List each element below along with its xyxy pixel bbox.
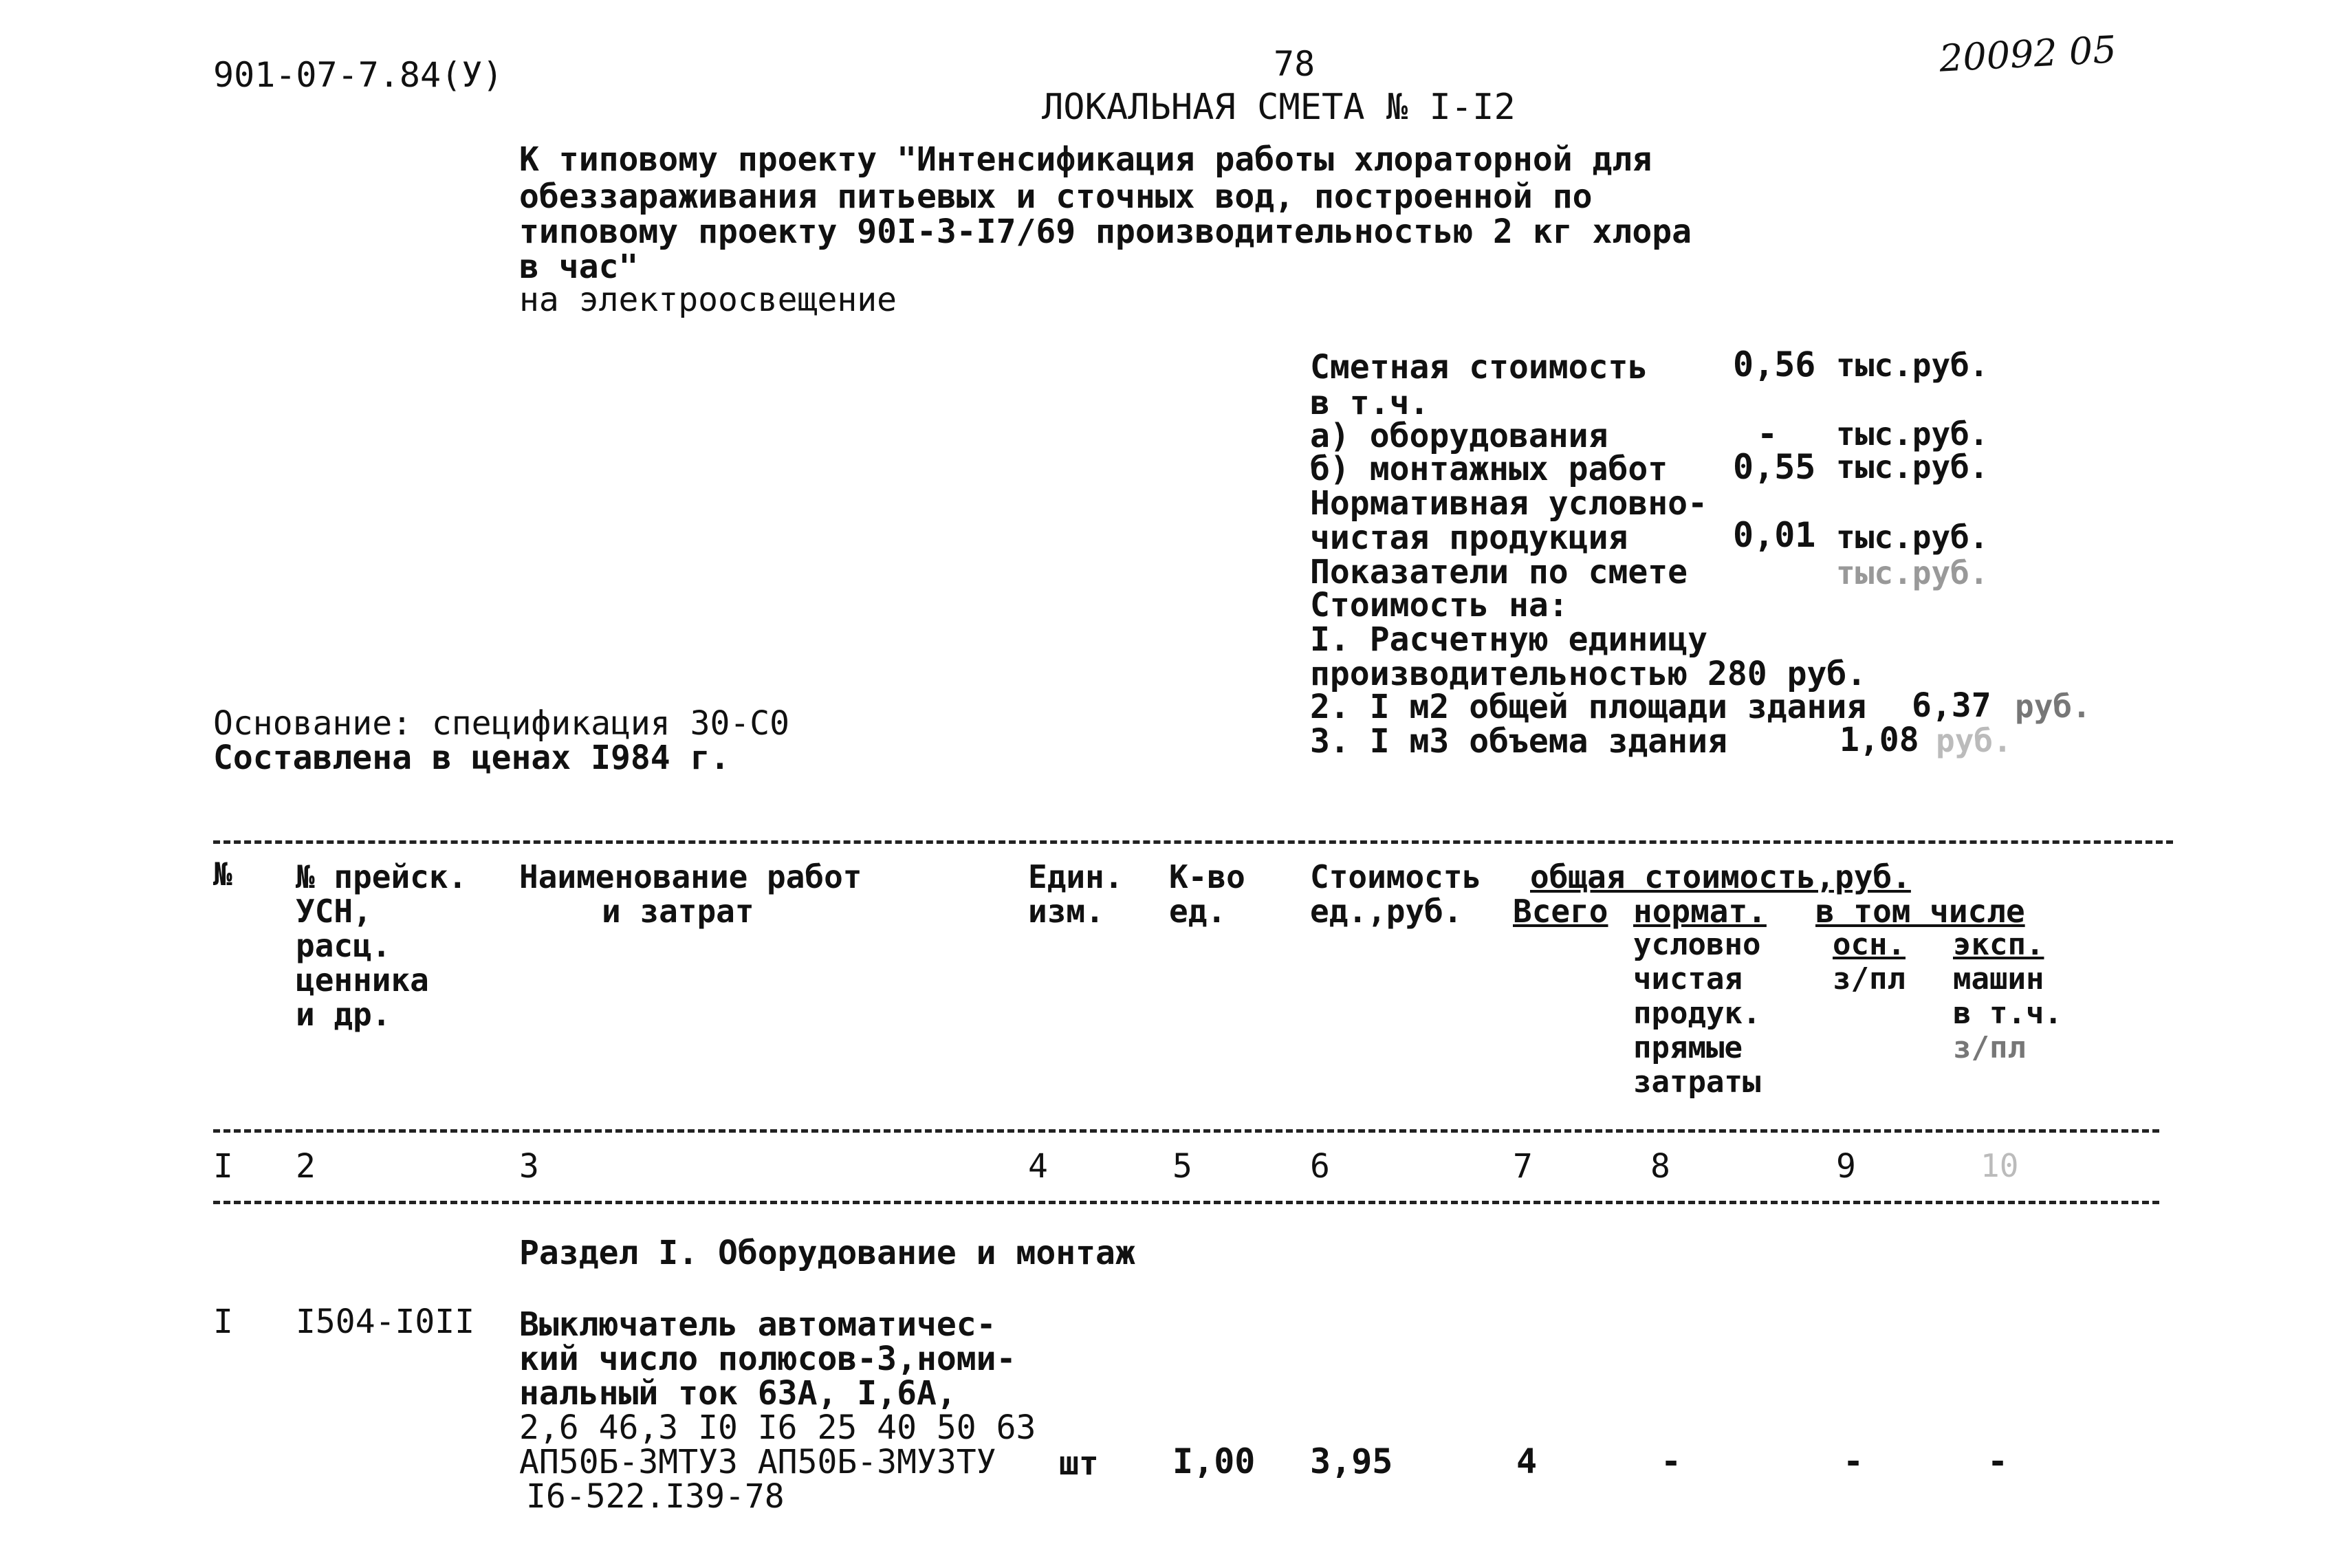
column-number-7: 7 bbox=[1513, 1147, 1533, 1186]
row-name-line-3: нальный ток 63А, I,6А, bbox=[519, 1374, 957, 1413]
header-incl-group: в том числе bbox=[1815, 893, 2025, 930]
row-total: 4 bbox=[1516, 1441, 1538, 1481]
area-cost-unit: руб. bbox=[2015, 688, 2091, 725]
header-col-8-line-4: продук. bbox=[1633, 996, 1761, 1031]
header-col-4-line-1: Един. bbox=[1028, 858, 1124, 895]
equipment-value: - bbox=[1757, 414, 1778, 454]
header-col-3-line-1: Наименование работ bbox=[519, 858, 862, 895]
section-title: Раздел I. Оборудование и монтаж bbox=[519, 1234, 1135, 1272]
row-name-line-2: кий число полюсов-3,номи- bbox=[519, 1340, 1016, 1378]
column-number-9: 9 bbox=[1836, 1147, 1856, 1186]
header-col-5-line-1: К-во bbox=[1169, 858, 1245, 895]
row-quantity: I,00 bbox=[1172, 1441, 1256, 1481]
column-number-2: 2 bbox=[296, 1147, 316, 1186]
normative-unit: тыс.руб. bbox=[1836, 519, 1989, 556]
estimate-cost-label: Сметная стоимость bbox=[1310, 348, 1648, 386]
row-unit: шт bbox=[1059, 1444, 1099, 1483]
project-subject: на электроосвещение bbox=[519, 281, 897, 319]
header-col-9-line-2: з/пл bbox=[1833, 961, 1906, 997]
header-col-5-line-2: ед. bbox=[1169, 893, 1227, 930]
document-code: 901-07-7.84(У) bbox=[213, 55, 503, 95]
project-line-1: К типовому проекту "Интенсификация работы хлораторной для bbox=[519, 140, 1652, 179]
row-name-line-5: АП50Б-3МТУ3 АП50Б-3МУ3ТУ bbox=[519, 1443, 996, 1481]
normative-label-2: чистая продукция bbox=[1310, 519, 1628, 557]
row-normative: - bbox=[1661, 1441, 1682, 1481]
header-col-8-line-5: прямые bbox=[1633, 1030, 1743, 1065]
including-label: в т.ч. bbox=[1310, 384, 1430, 422]
header-col-2-line-3: расц. bbox=[296, 927, 391, 964]
column-number-6: 6 bbox=[1310, 1147, 1330, 1186]
row-number: I bbox=[213, 1303, 233, 1341]
header-col-8-line-3: чистая bbox=[1633, 961, 1743, 997]
column-number-5: 5 bbox=[1172, 1147, 1192, 1186]
basis-line-2: Составлена в ценах I984 г. bbox=[213, 739, 730, 777]
unit-cost-label-2: производительностью 280 руб. bbox=[1310, 655, 1867, 693]
header-col-8-line-2: условно bbox=[1633, 927, 1761, 962]
header-col-10-line-1: эксп. bbox=[1953, 927, 2044, 962]
header-col-9-line-1: осн. bbox=[1833, 927, 1906, 962]
header-total-group: общая стоимость,руб. bbox=[1530, 858, 1911, 895]
row-base-salary: - bbox=[1843, 1441, 1864, 1481]
column-number-8: 8 bbox=[1650, 1147, 1670, 1186]
page-number: 78 bbox=[1274, 44, 1316, 84]
column-number-4: 4 bbox=[1028, 1147, 1048, 1186]
equipment-unit: тыс.руб. bbox=[1836, 415, 1989, 453]
header-col-2-line-2: УСН, bbox=[296, 893, 372, 930]
column-number-3: 3 bbox=[519, 1147, 539, 1186]
archive-number: 20092 05 bbox=[1938, 28, 2118, 80]
volume-cost-label: 3. I м3 объема здания bbox=[1310, 722, 1727, 761]
header-col-2-line-5: и др. bbox=[296, 996, 391, 1033]
header-col-10-line-4: з/пл bbox=[1953, 1030, 2026, 1065]
estimate-title: ЛОКАЛЬНАЯ СМЕТА № I-I2 bbox=[1042, 87, 1516, 128]
row-name-line-4: 2,6 46,3 I0 I6 25 40 50 63 bbox=[519, 1408, 1036, 1447]
header-col-7: Всего bbox=[1513, 893, 1608, 930]
header-col-6-line-1: Стоимость bbox=[1310, 858, 1482, 895]
volume-cost-unit: руб. bbox=[1936, 722, 2012, 759]
indicators-unit: тыс.руб. bbox=[1836, 554, 1989, 591]
basis-line-1: Основание: спецификация 30-С0 bbox=[213, 704, 790, 743]
header-col-8-line-6: затраты bbox=[1633, 1065, 1761, 1100]
installation-label: б) монтажных работ bbox=[1310, 450, 1668, 488]
indicators-label: Показатели по смете bbox=[1310, 553, 1688, 591]
column-numbers-bottom-rule bbox=[213, 1201, 2159, 1204]
header-col-6-line-2: ед.,руб. bbox=[1310, 893, 1463, 930]
header-col-10-line-2: машин bbox=[1953, 961, 2044, 997]
column-number-1: I bbox=[213, 1147, 233, 1186]
area-cost-value: 6,37 bbox=[1912, 686, 1991, 725]
project-line-4: в час" bbox=[519, 248, 639, 286]
header-col-3-line-2: и затрат bbox=[602, 893, 754, 930]
estimate-cost-value: 0,56 bbox=[1733, 345, 1816, 384]
header-col-2-line-4: ценника bbox=[296, 961, 429, 999]
header-col-1: № bbox=[213, 856, 232, 893]
row-price-code: I504-I0II bbox=[296, 1303, 475, 1341]
row-name-line-1: Выключатель автоматичес- bbox=[519, 1305, 996, 1344]
normative-value: 0,01 bbox=[1733, 515, 1816, 555]
project-line-3: типовому проекту 90I-3-I7/69 производительностью 2 кг хлора bbox=[519, 213, 1692, 251]
area-cost-label: 2. I м2 общей площади здания bbox=[1310, 688, 1867, 726]
row-name-line-6: I6-522.I39-78 bbox=[526, 1477, 785, 1516]
header-col-2-line-1: № прейск. bbox=[296, 858, 468, 895]
cost-for-label: Стоимость на: bbox=[1310, 586, 1569, 624]
header-col-4-line-2: изм. bbox=[1028, 893, 1104, 930]
unit-cost-label-1: I. Расчетную единицу bbox=[1310, 620, 1707, 659]
row-unit-cost: 3,95 bbox=[1310, 1441, 1393, 1481]
normative-label-1: Нормативная условно- bbox=[1310, 484, 1707, 523]
project-line-2: обеззараживания питьевых и сточных вод, построенной по bbox=[519, 177, 1593, 216]
header-col-8-line-1: нормат. bbox=[1633, 893, 1767, 930]
table-top-rule bbox=[213, 840, 2173, 844]
column-numbers-top-rule bbox=[213, 1129, 2159, 1133]
column-number-10: 10 bbox=[1980, 1147, 2019, 1184]
installation-value: 0,55 bbox=[1733, 447, 1816, 487]
installation-unit: тыс.руб. bbox=[1836, 448, 1989, 486]
estimate-cost-unit: тыс.руб. bbox=[1836, 347, 1989, 384]
header-col-10-line-3: в т.ч. bbox=[1953, 996, 2062, 1031]
volume-cost-value: 1,08 bbox=[1840, 721, 1919, 759]
equipment-label: а) оборудования bbox=[1310, 417, 1608, 455]
row-machines: - bbox=[1987, 1441, 2009, 1481]
